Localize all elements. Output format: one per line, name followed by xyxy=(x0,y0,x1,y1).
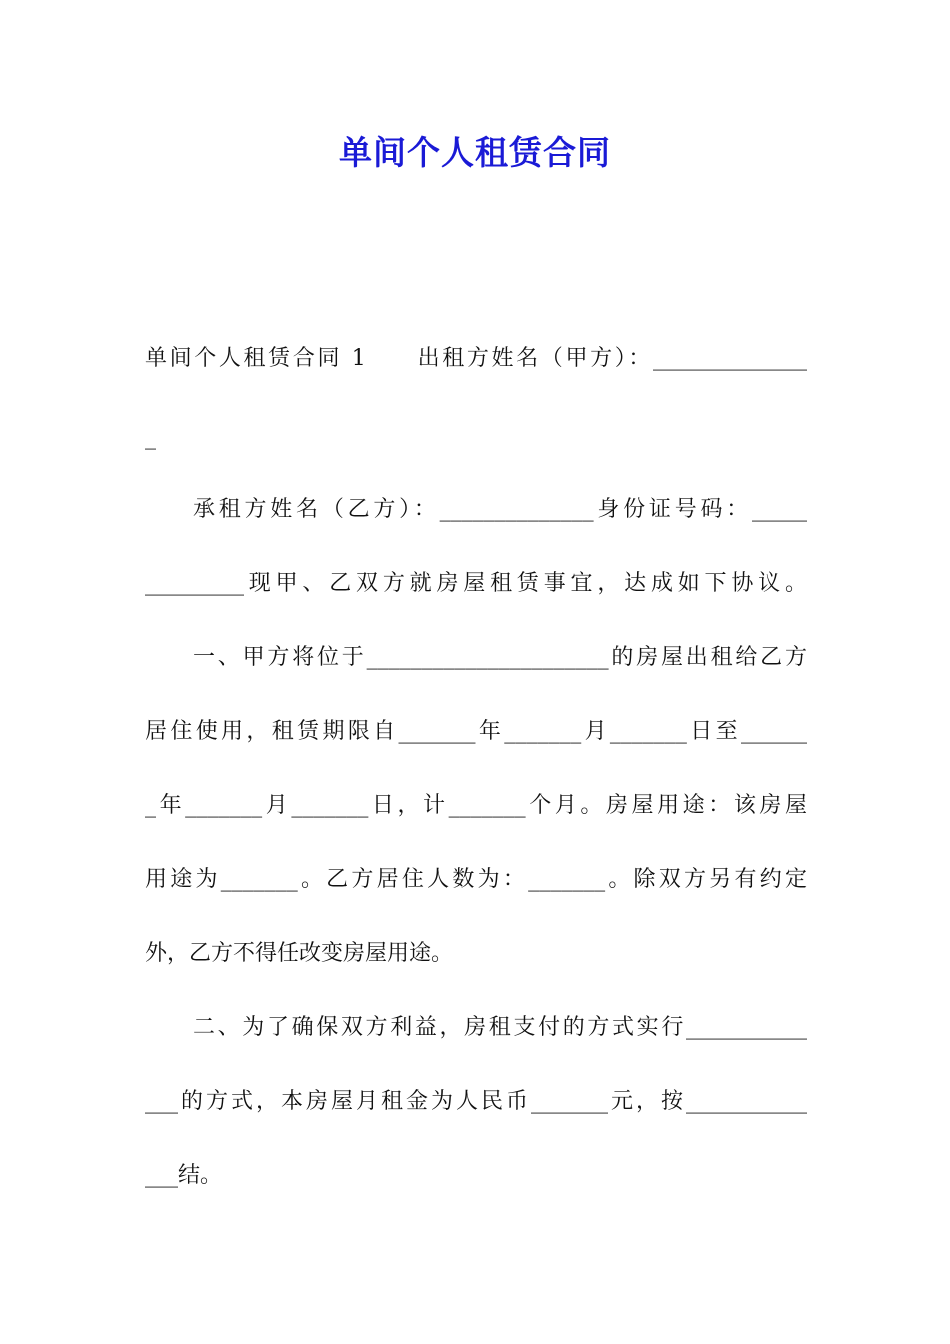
paragraph-line: _________现甲、乙双方就房屋租赁事宜，达成如下协议。 xyxy=(145,571,807,596)
paragraph-line: 一、甲方将位于______________________的房屋出租给乙方 xyxy=(193,645,807,670)
paragraph-line: 单间个人租赁合同 1 出租方姓名（甲方）：______________ xyxy=(145,346,807,371)
paragraph-line: 外，乙方不得任改变房屋用途。 xyxy=(145,941,454,966)
paragraph-line: 居住使用，租赁期限自_______年_______月_______日至______ xyxy=(145,719,807,744)
document-title: 单间个人租赁合同 xyxy=(339,133,611,172)
paragraph-line: ___的方式，本房屋月租金为人民币_______元，按___________ xyxy=(145,1089,807,1114)
paragraph-line: 用途为_______。乙方居住人数为：_______。除双方另有约定 xyxy=(145,867,807,892)
paragraph-line: _ xyxy=(145,425,156,450)
paragraph-line: ___结。 xyxy=(145,1163,223,1188)
paragraph-line: _年_______月_______日，计_______个月。房屋用途：该房屋 xyxy=(145,793,807,818)
paragraph-line: 承租方姓名（乙方）：______________身份证号码：_____ xyxy=(193,497,807,522)
paragraph-line: 二、为了确保双方利益，房租支付的方式实行___________ xyxy=(193,1015,807,1040)
